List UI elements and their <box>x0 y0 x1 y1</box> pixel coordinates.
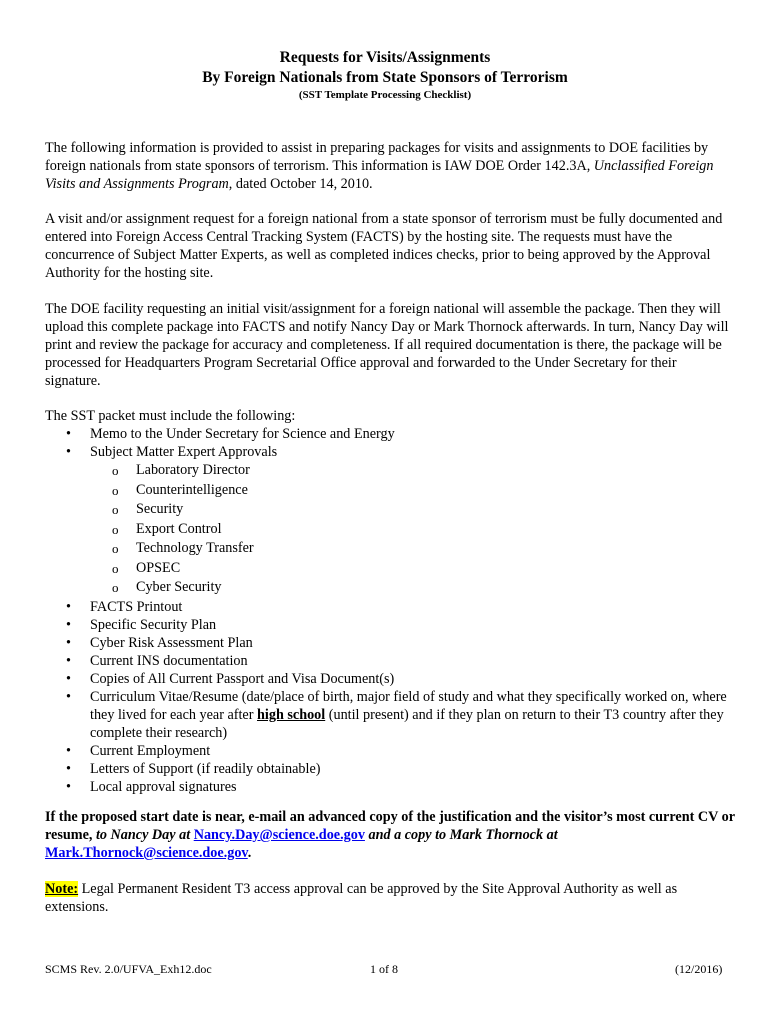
notice-text: If the proposed start date is near, e-mail an advanced copy of the justification and the visitor’s most current CV or resume, <box>45 809 735 843</box>
cv-text-end: (until present) and if they plan on return to their T3 country after they complete their research) <box>90 706 724 741</box>
list-item: • Memo to the Under Secretary for Science and Energy <box>45 425 735 443</box>
sme-approvals-list <box>90 461 735 598</box>
list-item-label: Subject Matter Expert Approvals <box>90 444 278 460</box>
order-title: Unclassified Foreign Visits and Assignments Program <box>45 158 714 192</box>
notice-end: . <box>247 845 252 861</box>
note-paragraph <box>45 880 735 916</box>
sub-list-item: o Security <box>45 500 735 520</box>
sub-list-item: o Laboratory Director <box>45 461 735 481</box>
sub-list-item: o Counterintelligence <box>45 481 735 501</box>
process-paragraph: The DOE facility requesting an initial visit/assignment for a foreign national will assemble the package. Then they will upload this complete package into FACTS and notify Nancy Day or Mark Thornock afterwards. In turn, Nancy Day will print and review the package for accuracy and completeness. If all required documentation is there, the package will be processed for Headquarters Program Secretarial Office approval and forwarded to the Under Secretary for their signature. <box>45 301 729 389</box>
list-item: • Cyber Risk Assessment Plan <box>45 634 735 652</box>
notice-copy-text: and a copy to Mark Thornock at <box>364 827 558 843</box>
checklist-intro: The SST packet must include the following: <box>45 408 296 424</box>
checklist <box>45 407 735 796</box>
note-text: Legal Permanent Resident T3 access approval can be approved by the Site Approval Authority as well as extensions. <box>45 881 678 915</box>
title-line-2: By Foreign Nationals from State Sponsors of Terrorism <box>202 69 568 86</box>
sub-list-item: o Export Control <box>45 520 735 540</box>
cv-text: Curriculum Vitae/Resume (date/place of birth, major field of study and what they specifically worked on, where they lived for each year after <box>90 688 727 723</box>
intro-paragraph <box>45 139 735 193</box>
list-item: • Current Employment <box>45 742 735 760</box>
list-item: • Local approval signatures <box>45 778 735 796</box>
email-link-nancy[interactable]: Nancy.Day@science.doe.gov <box>193 827 365 843</box>
request-paragraph: A visit and/or assignment request for a foreign national from a state sponsor of terrorism must be fully documented and entered into Foreign Access Central Tracking System (FACTS) by the hosting site. The requests must have the concurrence of Subject Matter Experts, as well as completed indices checks, prior to being approved by the Approval Authority for the hosting site. <box>45 211 723 281</box>
list-item: • Letters of Support (if readily obtainable) <box>45 760 735 778</box>
email-link-mark[interactable]: Mark.Thornock@science.doe.gov <box>45 845 248 861</box>
list-item: • Specific Security Plan <box>45 616 735 634</box>
list-item: • Current INS documentation <box>45 652 735 670</box>
sub-list-item: o Cyber Security <box>45 578 735 598</box>
intro-text: The following information is provided to assist in preparing packages for visits and assignments to DOE facilities by foreign nationals from state sponsors of terrorism. This information is IAW DOE Order 142.3A, <box>45 140 709 174</box>
title-line-1: Requests for Visits/Assignments <box>279 49 491 66</box>
checklist-items <box>45 425 735 796</box>
list-item: • FACTS Printout <box>45 598 735 616</box>
list-item <box>45 688 735 742</box>
intro-date-text: , dated October 14, 2010. <box>228 176 373 192</box>
subtitle: (SST Template Processing Checklist) <box>298 89 472 101</box>
footer-doc-id: SCMS Rev. 2.0/UFVA_Exh12.doc <box>45 962 212 976</box>
note-label: Note: <box>45 881 79 897</box>
list-item: • Copies of All Current Passport and Visa Document(s) <box>45 670 735 688</box>
advance-copy-notice <box>45 808 735 862</box>
sub-list-item: o Technology Transfer <box>45 539 735 559</box>
footer-page-number: 1 of 8 <box>370 962 398 976</box>
footer-date: (12/2016) <box>675 962 723 976</box>
list-item <box>45 443 735 598</box>
high-school-emphasis: high school <box>257 706 326 723</box>
notice-recipient-text: to Nancy Day at <box>95 827 194 843</box>
sub-list-item: o OPSEC <box>45 559 735 579</box>
